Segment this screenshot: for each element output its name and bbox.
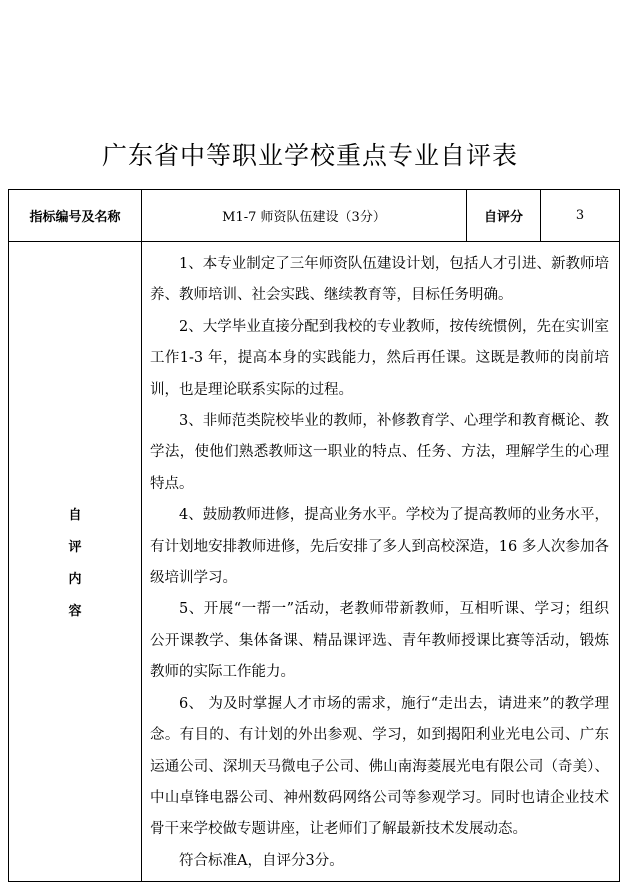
header-row — [9, 190, 620, 242]
content-paragraph: 2、大学毕业直接分配到我校的专业教师，按传统惯例，先在实训室工作1-3 年，提高本身的实践能力，然后再任课。这既是教师的岗前培训，也是理论联系实际的过程。 — [150, 318, 609, 398]
section-label-char: 评 — [68, 540, 82, 556]
content-paragraph: 6、 为及时掌握人才市场的需求，施行“走出去，请进来”的教学理念。有目的、有计划的外出参观、学习，如到揭阳利业光电公司、广东运通公司、深圳天马微电子公司、佛山南海菱展光电有限公司（奇美）、中山卓锋电器公司、神州数码网络公司等参观学习。同时也请企业技术骨干来学校做专题讲座，让老师们了解最新技术发展动态。 — [150, 695, 609, 838]
score-label: 自评分 — [467, 190, 541, 242]
evaluation-content — [142, 242, 620, 882]
evaluation-table — [8, 189, 620, 882]
score-value: 3 — [541, 190, 620, 242]
content-paragraph: 4、鼓励教师进修，提高业务水平。学校为了提高教师的业务水平，有计划地安排教师进修，先后安排了多人到高校深造，16 多人次参加各级培训学习。 — [150, 507, 609, 587]
indicator-value: M1-7 师资队伍建设（3分） — [142, 190, 467, 242]
conclusion-paragraph: 符合标准A，自评分3分。 — [179, 852, 344, 869]
content-paragraph: 5、开展“一帮一”活动，老教师带新教师，互相听课、学习；组织公开课教学、集体备课、精品课评选、青年教师授课比赛等活动，锻炼教师的实际工作能力。 — [150, 601, 609, 681]
content-paragraph: 1、本专业制定了三年师资队伍建设计划，包括人才引进、新教师培养、教师培训、社会实践、继续教育等，目标任务明确。 — [150, 256, 609, 304]
section-label — [9, 242, 142, 882]
document-title: 广东省中等职业学校重点专业自评表 — [101, 141, 518, 170]
section-label-char: 内 — [68, 572, 82, 588]
section-label-char: 容 — [68, 604, 82, 620]
content-paragraph: 3、非师范类院校毕业的教师，补修教育学、心理学和教育概论、教学法，使他们熟悉教师这一职业的特点、任务、方法，理解学生的心理特点。 — [150, 413, 609, 492]
content-row — [9, 242, 620, 882]
section-label-char: 自 — [68, 508, 82, 524]
indicator-label: 指标编号及名称 — [9, 190, 142, 242]
